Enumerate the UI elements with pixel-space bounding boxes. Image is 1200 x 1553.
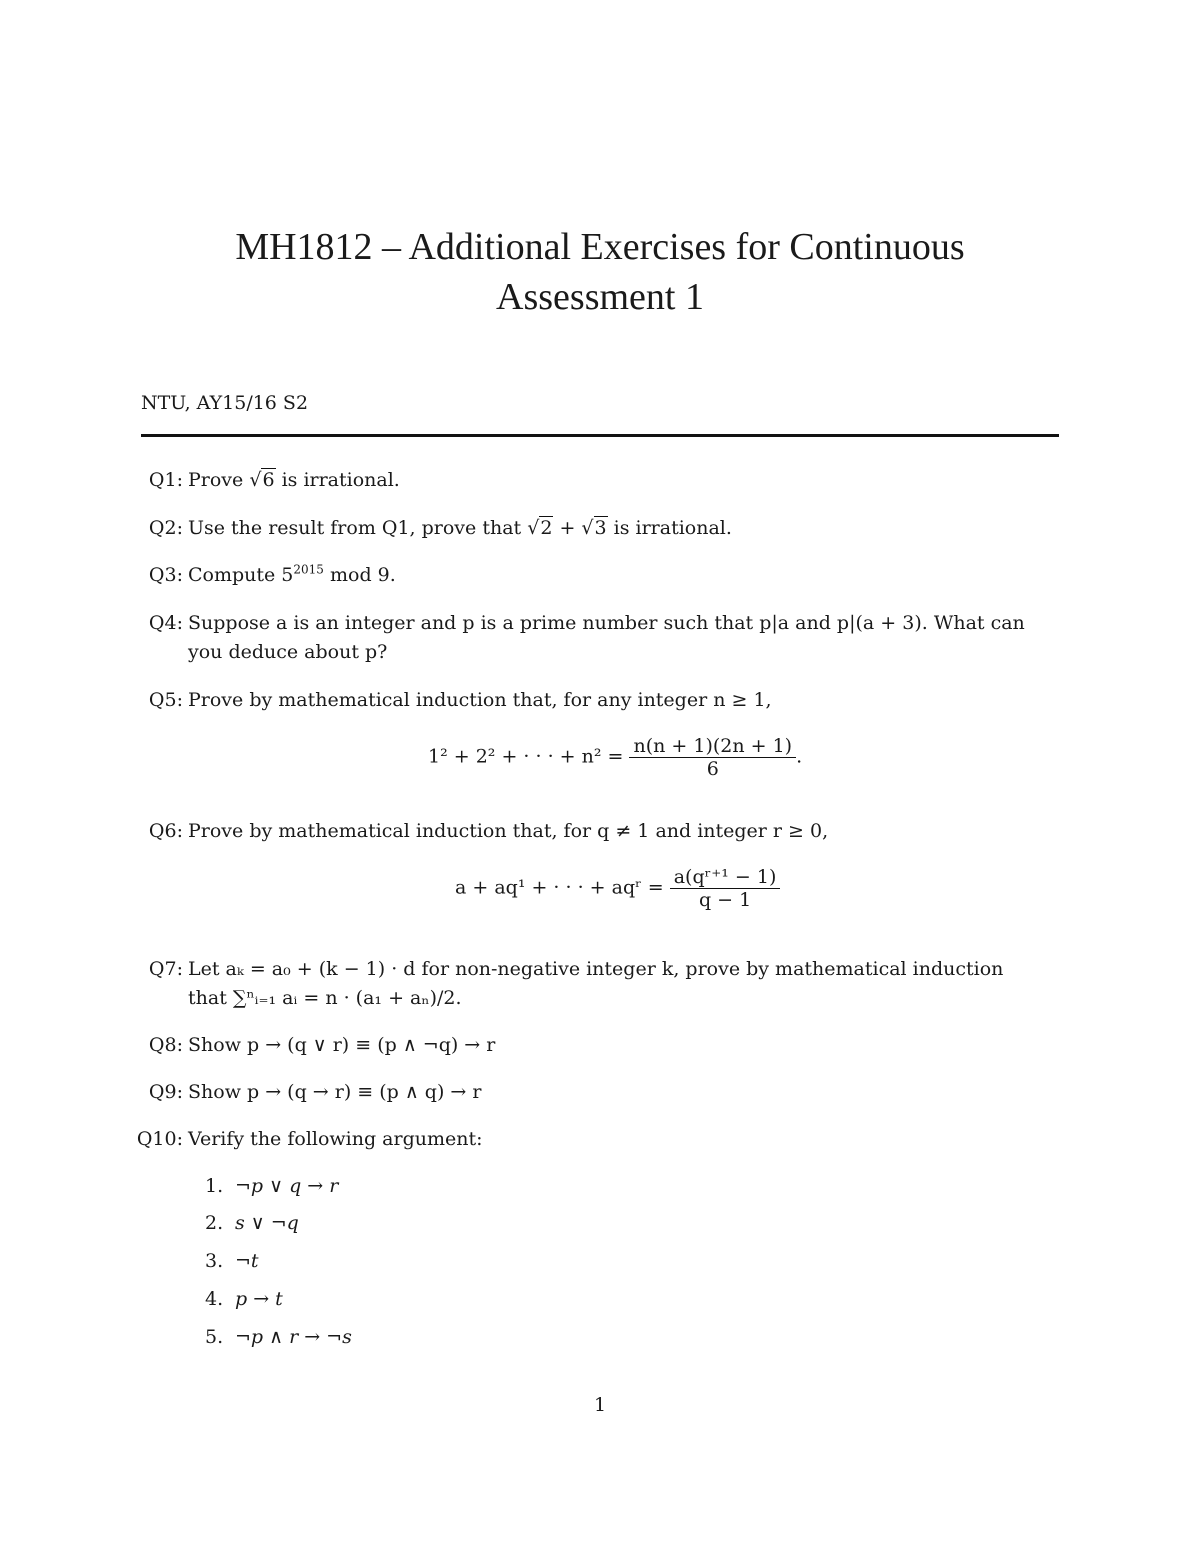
exponent: 2015 [293, 562, 324, 577]
sqrt-symbol: √3 [581, 517, 607, 539]
question-text: Show p → (q → r) ≡ (p ∧ q) → r [188, 1081, 482, 1103]
argument-item: 4. p → t [205, 1288, 283, 1310]
equation-lhs: 1² + 2² + · · · + n² = [428, 745, 624, 768]
document-page: MH1812 – Additional Exercises for Continuous Assessment 1 NTU, AY15/16 S2 Q1: Prove √6 is irrational. Q2: Use the result from Q1, prove that √2 + √3 is irrational. Q3: Compute $5^{2015}$ mod 9. Q4: Suppose a is an integer and p is a prime number such that p|a and p|(a + 3). What can you deduce about p? Q5: Prove by mathematical induction that, for any integer n ≥ 1, 1² + 2² + · · · + n² = $\frac{n(n + 1)(2n + 1)}{6}$ . Q6: Prove by mathematical induction that, for q ≠ 1 and integer r ≥ 0, a + aq¹ + · · · + aqʳ = $\frac{\text{a(qʳ⁺¹ − 1)}}{q - 1}$ Q7: Let aₖ = a₀ + (k − 1) · d for non-negative integer k, prove by mathematical induction that ∑ⁿᵢ₌₁ aᵢ = n · (a₁ + aₙ)/2. Q8: Show p → (q ∨ r) ≡ (p ∧ ¬q) → r Q9: Show p → (q → r) ≡ (p ∧ q) → r Q10: Verify the following argument: 1. ¬p ∨ q → r 2. s ∨ ¬q 3. ¬t 4. p → t 5. ¬p ∧ r → ¬s 1 [0, 0, 1200, 1553]
question-label: Q6: [148, 820, 183, 842]
title-line-2: Assessment 1 [496, 276, 704, 318]
question-label: Q9: [148, 1081, 183, 1103]
course-info: NTU, AY15/16 S2 [141, 392, 309, 414]
question-text: Prove √6 is irrational. [188, 469, 400, 491]
fraction [670, 866, 781, 911]
question-label: Q7: [148, 958, 183, 980]
page-number: 1 [593, 1394, 607, 1416]
question-label: Q2: [148, 517, 183, 539]
equation-lhs: a + aq¹ + · · · + aqʳ = [455, 876, 664, 899]
question-text: Show p → (q ∨ r) ≡ (p ∧ ¬q) → r [188, 1034, 496, 1056]
fraction [629, 735, 796, 780]
sqrt-symbol: √6 [249, 469, 275, 491]
sqrt-symbol: √2 [527, 517, 553, 539]
argument-item: 3. ¬t [205, 1250, 259, 1272]
question-label: Q8: [148, 1034, 183, 1056]
argument-item: 5. ¬p ∧ r → ¬s [205, 1326, 352, 1348]
horizontal-rule [141, 434, 1059, 437]
question-label: Q10: [136, 1128, 183, 1150]
question-label: Q3: [148, 564, 183, 586]
numerator: n(n + 1)(2n + 1) [629, 735, 796, 758]
question-text: Prove by mathematical induction that, for q ≠ 1 and integer r ≥ 0, [188, 820, 829, 842]
question-text: Compute $5^{2015}$ mod 9. [188, 562, 396, 586]
question-text: Suppose a is an integer and p is a prime number such that p|a and p|(a + 3). What can you deduce about p? [188, 612, 1025, 663]
question-text: Use the result from Q1, prove that √2 + √3 is irrational. [188, 517, 732, 539]
question-text: Let aₖ = a₀ + (k − 1) · d for non-negative integer k, prove by mathematical induction that ∑ⁿᵢ₌₁ aᵢ = n · (a₁ + aₙ)/2. [188, 958, 1004, 1009]
title-line-1: MH1812 – Additional Exercises for Continuous [235, 226, 965, 268]
document-title [0, 222, 1200, 322]
question-label: Q5: [148, 689, 183, 711]
question-label: Q1: [148, 469, 183, 491]
question-text: Verify the following argument: [188, 1128, 483, 1150]
argument-item: 1. ¬p ∨ q → r [205, 1175, 339, 1197]
argument-item: 2. s ∨ ¬q [205, 1212, 299, 1234]
question-label: Q4: [148, 612, 183, 634]
denominator: 6 [706, 758, 719, 780]
numerator: a(qʳ⁺¹ − 1) [670, 866, 781, 889]
denominator: q − 1 [698, 889, 752, 911]
question-text: Prove by mathematical induction that, for any integer n ≥ 1, [188, 689, 772, 711]
